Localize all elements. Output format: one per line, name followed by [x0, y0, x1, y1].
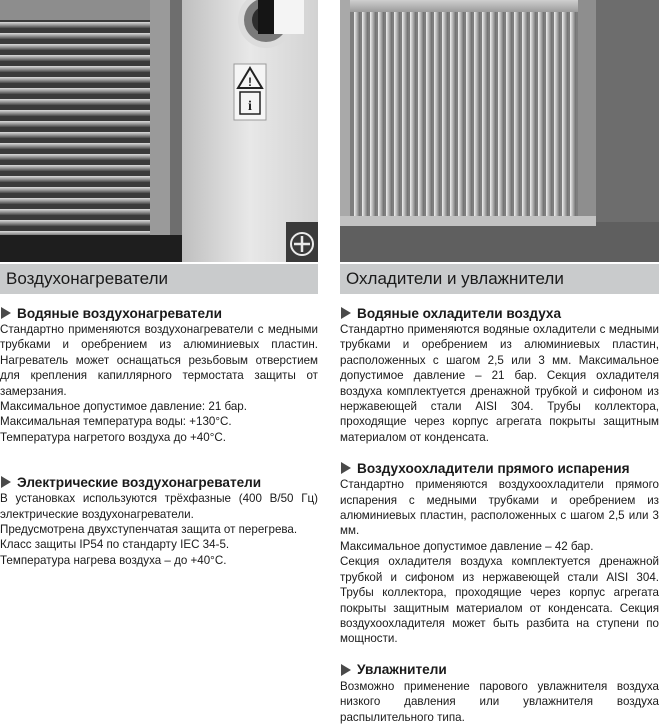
svg-text:i: i	[248, 99, 252, 114]
triangle-bullet-icon	[341, 462, 351, 474]
cooler-photo-illustration	[340, 0, 659, 262]
paragraph: В установках используются трёхфазные (400 В/50 Гц) электрические воздухонагреватели.	[0, 492, 318, 521]
water-coolers-heading-text: Водяные охладители воздуха	[357, 305, 562, 321]
triangle-bullet-icon	[341, 307, 351, 319]
triangle-bullet-icon	[1, 307, 11, 319]
dx-coolers-heading-text: Воздухоохладители прямого испарения	[357, 460, 630, 476]
section-title-heaters: Воздухонагреватели	[0, 264, 318, 294]
triangle-bullet-icon	[341, 664, 351, 676]
paragraph: Температура нагретого воздуха до +40°C.	[0, 430, 226, 444]
paragraph: Стандартно применяются водяные охладители с медными трубками и оребрением из алюминиевых пластин, расположенных с шагом 2,5 или 3 мм. Максимальное допустимое давление – 21 бар. Секция охладителя воздуха комплектуется дренажной трубкой и сифоном из нержавеющей стали AISI 304. Трубы коллектора, проходящие через корпус агрегата покрыты защитным материалом от конденсата.	[340, 323, 659, 444]
paragraph: Максимальная температура воды: +130°C.	[0, 415, 232, 429]
right-column	[340, 0, 659, 725]
paragraph: Класс защиты IP54 по стандарту IEC 34-5.	[0, 538, 230, 552]
paragraph: Температура нагрева воздуха – до +40°C.	[0, 553, 227, 567]
humidifiers-heading-text: Увлажнители	[357, 662, 447, 678]
plus-circle-icon	[291, 233, 313, 255]
cooler-photo	[340, 0, 659, 262]
electric-heaters-section	[0, 473, 318, 568]
water-coolers-heading	[340, 304, 659, 322]
dx-coolers-heading	[340, 459, 659, 477]
water-coolers-section	[340, 304, 659, 445]
coolers-content	[340, 294, 659, 725]
humidifiers-section	[340, 661, 659, 725]
heater-photo-illustration	[0, 0, 318, 262]
water-heaters-heading-text: Водяные воздухонагреватели	[17, 305, 223, 321]
dx-coolers-section	[340, 459, 659, 646]
paragraph: Предусмотрена двухступенчатая защита от перегрева.	[0, 523, 298, 537]
paragraph: Стандартно применяются воздухонагреватели с медными трубками и оребрением из алюминиевых пластин. Нагреватель может оснащаться резьбовым отверстием для крепления капиллярного термостата защиты от замерзания.	[0, 323, 318, 398]
paragraph: Максимальное допустимое давление: 21 бар.	[0, 400, 247, 414]
heater-photo	[0, 0, 318, 262]
electric-heaters-heading	[0, 473, 318, 491]
svg-text:!: !	[248, 75, 252, 89]
electric-heaters-heading-text: Электрические воздухонагреватели	[17, 474, 262, 490]
humidifiers-heading	[340, 661, 659, 679]
paragraph: Секция охладителя воздуха комплектуется дренажной трубкой и сифоном из нержавеющей стали AISI 304. Трубы коллектора, проходящие через корпус агрегата покрыты защитным материалом от конденсата. Секция воздухоохладителя может быть разбита на ступени по мощности.	[340, 555, 659, 646]
water-heaters-section	[0, 304, 318, 445]
section-title-coolers: Охладители и увлажнители	[340, 264, 659, 294]
paragraph: Возможно применение парового увлажнителя воздуха низкого давления или увлажнителя воздуха распылительного типа.	[340, 679, 659, 724]
water-heaters-heading	[0, 304, 318, 322]
left-column	[0, 0, 318, 568]
triangle-bullet-icon	[1, 476, 11, 488]
paragraph: Стандартно применяются воздухоохладители прямого испарения с медными трубками и оребрением из алюминиевых пластин, расположенных с шагом 2,5 или 3 мм.	[340, 478, 659, 538]
heaters-content	[0, 294, 318, 568]
paragraph: Максимальное допустимое давление – 42 бар.	[340, 539, 594, 553]
